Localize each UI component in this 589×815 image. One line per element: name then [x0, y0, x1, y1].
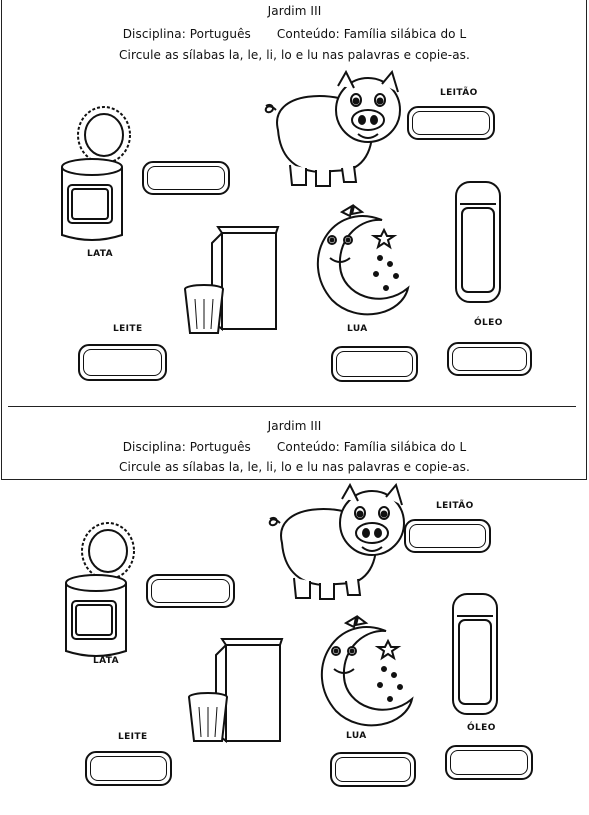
worksheet-title: Jardim III [267, 4, 322, 18]
word-oleo: ÓLEO [474, 318, 503, 328]
answer-box-lata[interactable] [146, 574, 235, 608]
subject-label: Disciplina: Português [122, 27, 251, 41]
moon-icon [302, 200, 412, 325]
worksheet-subject-line [0, 27, 589, 41]
word-leite: LEITE [118, 732, 148, 742]
answer-box-oleo[interactable] [445, 745, 533, 780]
worksheet-instruction: Circule as sílabas la, le, li, lo e lu nas palavras e copie-as. [119, 48, 470, 62]
subject-label: Disciplina: Português [122, 440, 251, 454]
moon-icon [306, 611, 416, 736]
glass-icon [187, 691, 229, 745]
answer-box-leite[interactable] [78, 344, 167, 381]
worksheet-subject-line [0, 440, 589, 454]
content-label: Conteúdo: Família silábica do L [276, 27, 467, 41]
word-leitao: LEITÃO [440, 88, 478, 98]
worksheet-bottom [0, 415, 589, 815]
answer-box-leitao[interactable] [404, 519, 491, 553]
word-lata: LATA [93, 656, 120, 666]
glass-icon [183, 283, 225, 337]
worksheet-title: Jardim III [267, 419, 322, 433]
worksheet-instruction: Circule as sílabas la, le, li, lo e lu nas palavras e copie-as. [119, 460, 470, 474]
word-leite: LEITE [113, 324, 143, 334]
content-label: Conteúdo: Família silábica do L [276, 440, 467, 454]
word-lua: LUA [346, 731, 367, 741]
answer-box-leitao[interactable] [407, 106, 495, 140]
can-icon [58, 105, 134, 245]
oil-bottle-icon [452, 178, 504, 306]
pig-icon [258, 70, 418, 190]
can-icon [62, 521, 138, 661]
worksheet-top [0, 0, 589, 400]
oil-bottle-icon [449, 590, 501, 718]
answer-box-lata[interactable] [142, 161, 230, 195]
word-lua: LUA [347, 324, 368, 334]
answer-box-lua[interactable] [331, 346, 418, 382]
word-oleo: ÓLEO [467, 723, 496, 733]
answer-box-leite[interactable] [85, 751, 172, 786]
pig-icon [262, 483, 422, 603]
answer-box-lua[interactable] [330, 752, 416, 787]
word-lata: LATA [87, 249, 114, 259]
word-leitao: LEITÃO [436, 501, 474, 511]
cut-line [8, 406, 576, 407]
answer-box-oleo[interactable] [447, 342, 532, 376]
